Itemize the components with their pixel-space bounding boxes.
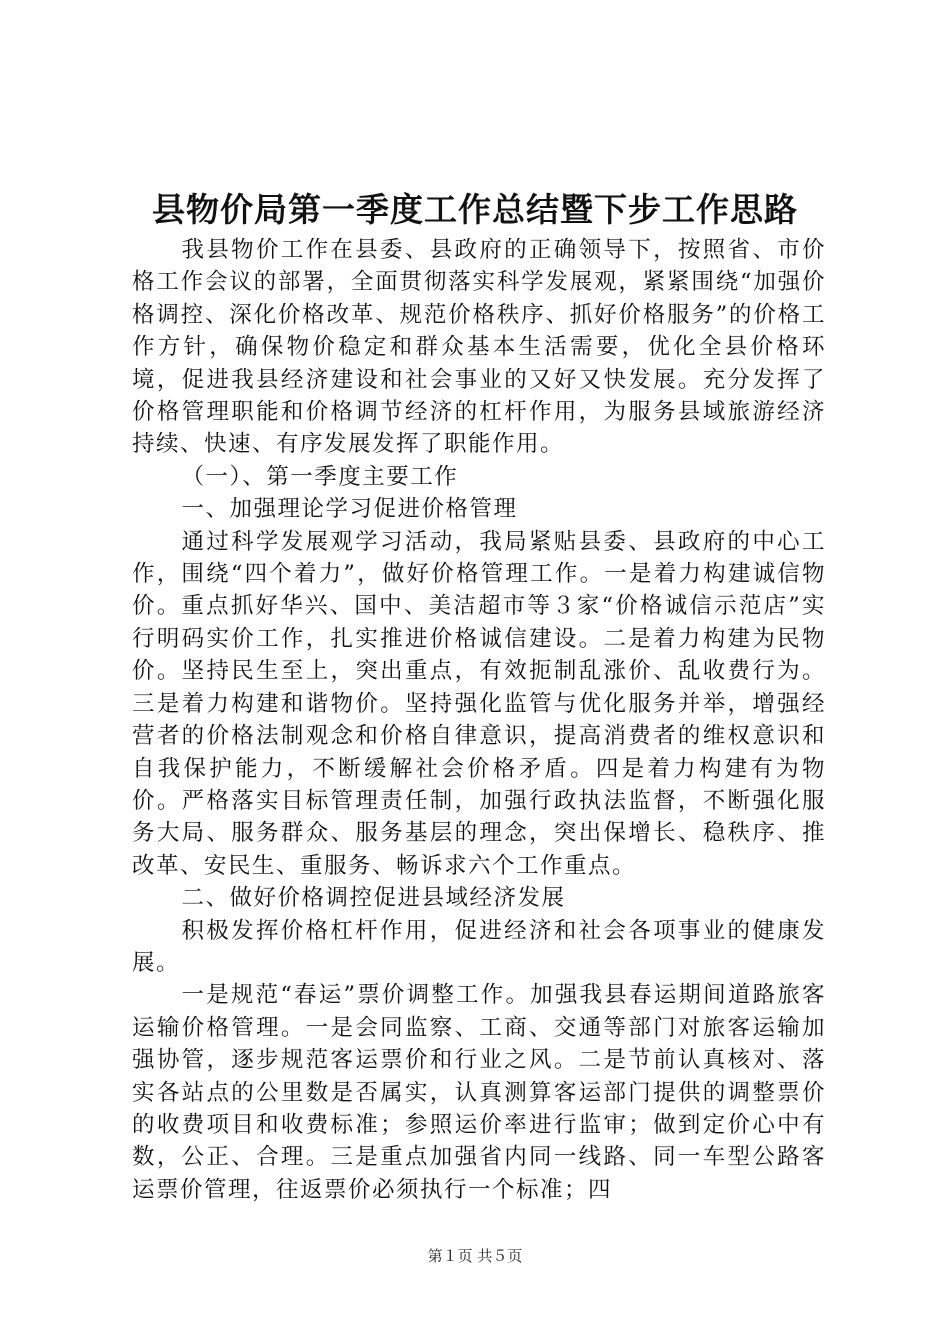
paragraph-price-lever: 积极发挥价格杠杆作用，促进经济和社会各项事业的健康发展。 xyxy=(132,917,826,976)
section-heading-q1-work: （一）、第一季度主要工作 xyxy=(181,463,459,490)
document-title: 县物价局第一季度工作总结暨下步工作思路 xyxy=(152,190,798,229)
paragraph-spring-transport: 一是规范“春运”票价调整工作。加强我县春运期间道路旅客运输价格管理。一是会同监察、工商、交通等部门对旅客运输加强协管，逐步规范客运票价和行业之风。二是节前认真核对、落实各站点的公里数是否属实，认真测算客运部门提供的调整票价的收费项目和收费标准；参照运价率进行监审；做到定价心中有数，公正、合理。三是重点加强省内同一线路、同一车型公路客运票价管理，往返票价必须执行一个标准；四 xyxy=(132,982,826,1203)
paragraph-theory-study: 通过科学发展观学习活动，我局紧贴县委、县政府的中心工作，围绕“四个着力”，做好价格管理工作。一是着力构建诚信物价。重点抓好华兴、国中、美洁超市等３家“价格诚信示范店”实行明码实价工作，扎实推进价格诚信建设。二是着力构建为民物价。坚持民生至上，突出重点，有效扼制乱涨价、乱收费行为。三是着力构建和谐物价。坚持强化监管与优化服务并举，增强经营者的价格法制观念和价格自律意识，提高消费者的维权意识和自我保护能力，不断缓解社会价格矛盾。四是着力构建有为物价。严格落实目标管理责任制，加强行政执法监督，不断强化服务大局、服务群众、服务基层的理念，突出保增长、稳秩序、推改革、安民生、重服务、畅诉求六个工作重点。 xyxy=(132,528,826,879)
page-footer: 第１页 共５页 xyxy=(427,1247,523,1265)
document-body xyxy=(132,234,826,1206)
subsection-heading-theory-study: 一、加强理论学习促进价格管理 xyxy=(181,496,518,523)
paragraph-intro: 我县物价工作在县委、县政府的正确领导下，按照省、市价格工作会议的部署，全面贯彻落实科学发展观，紧紧围绕“加强价格调控、深化价格改革、规范价格秩序、抓好价格服务”的价格工作方针，确保物价稳定和群众基本生活需要，优化全县价格环境，促进我县经济建设和社会事业的又好又快发展。充分发挥了价格管理职能和价格调节经济的杠杆作用，为服务县域旅游经济持续、快速、有序发展发挥了职能作用。 xyxy=(132,237,826,458)
subsection-heading-price-control: 二、做好价格调控促进县域经济发展 xyxy=(181,885,566,912)
